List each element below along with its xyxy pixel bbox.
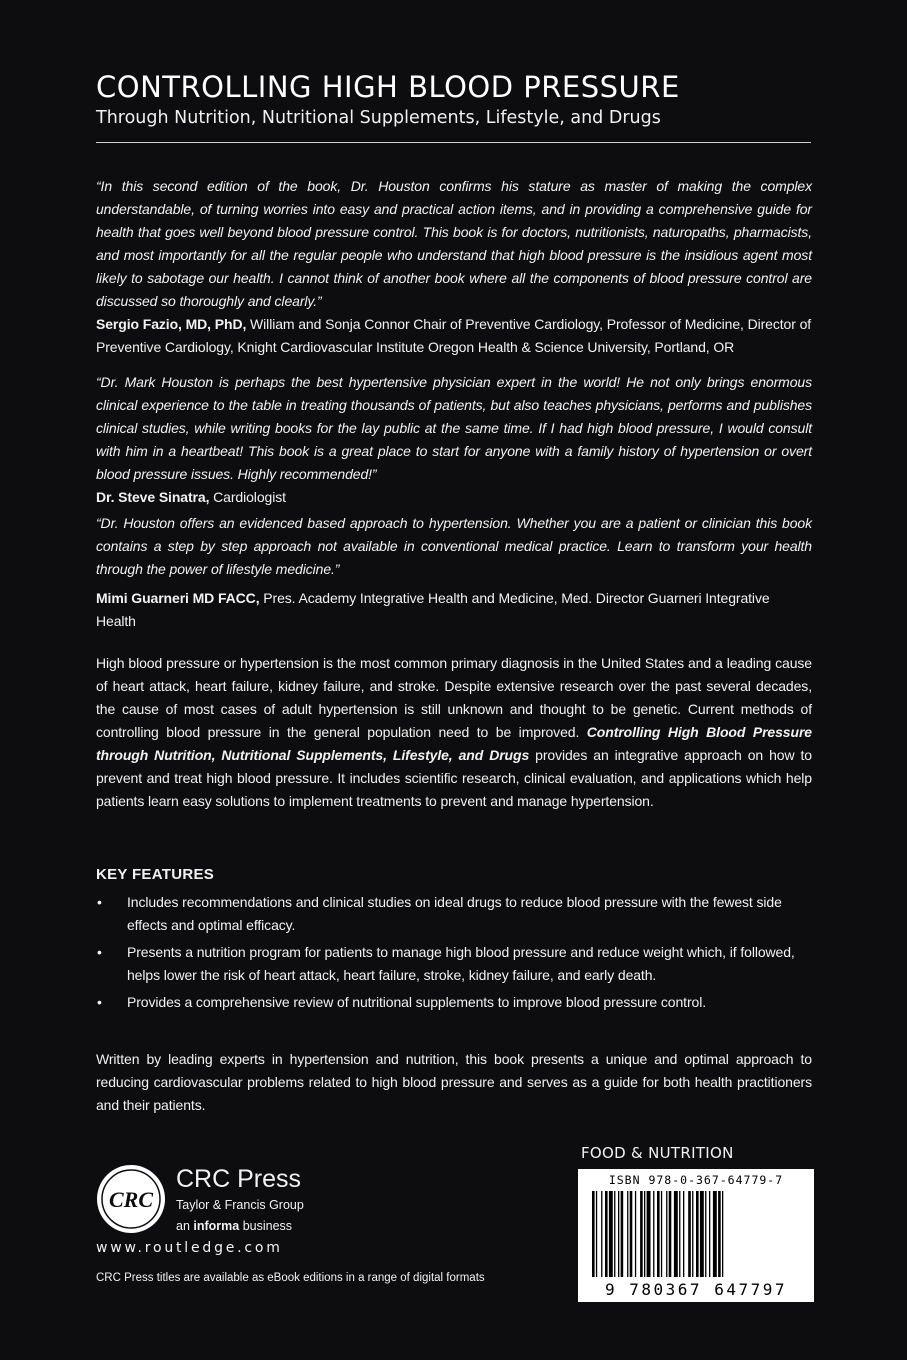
testimonial-attribution [96,587,812,633]
testimonial-attribution [96,313,812,359]
key-features-list [96,891,812,1018]
crc-logo-icon [96,1164,166,1234]
barcode-bar [683,1191,684,1277]
barcode-bar [661,1191,662,1277]
description-text: provides an integrative approach on how to prevent and treat high blood pressure. It includes scientific research, clinical evaluation, and applications which help patients learn easy solutions to implement treatments to prevent and manage hypertension. [96,747,812,809]
ebook-note: CRC Press titles are available as eBook editions in a range of digital formats [96,1272,485,1284]
informa-suffix: business [239,1219,293,1233]
closing-paragraph: Written by leading experts in hypertension and nutrition, this book presents a unique and optimal approach to reducing cardiovascular problems related to high blood pressure and serves as a guide for both health practitioners and their patients. [96,1051,812,1113]
publisher-informa [176,1219,292,1233]
list-item [96,941,812,987]
barcode-bar [618,1191,619,1277]
barcode-bar [688,1191,691,1277]
book-title: CONTROLLING HIGH BLOOD PRESSURE [96,70,680,104]
description-text: High blood pressure or hypertension is the most common primary diagnosis in the United States and a leading cause of heart attack, heart failure, kidney failure, and stroke. Despite extensive research over the past several decades, the cause of most cases of adult hypertension is still unknown and thought to be genetic. Current methods of controlling blood pressure in the general population need to be improved. [96,655,812,740]
key-feature-text: Includes recommendations and clinical studies on ideal drugs to reduce blood pressure with the fewest side effects and optimal efficacy. [127,894,782,933]
bullet-icon: • [97,994,102,1010]
barcode-bars [592,1191,800,1277]
bullet-icon: • [97,894,102,910]
barcode-bar [644,1191,645,1277]
publisher-name: CRC Press [176,1165,302,1193]
barcode-bar [630,1191,633,1277]
testimonial-quote: “In this second edition of the book, Dr. Houston confirms his stature as master of making the complex understandable, of turning worries into easy and practical action items, and in providing a comprehensive guide for health that goes well beyond blood pressure control. This book is for doctors, nutritionists, naturopaths, pharmacists, and most importantly for all the regular people who understand that high blood pressure is the insidious agent most likely to sabotage our health. I cannot think of another book where all the components of blood pressure control are discussed so thoroughly and clearly.” [96,178,812,309]
description-paragraph [96,652,812,813]
informa-prefix: an [176,1219,194,1233]
barcode-bar [692,1191,693,1277]
barcode-bar [718,1191,721,1277]
publisher-website: www.routledge.com [96,1240,283,1256]
barcode-bar [647,1191,651,1277]
crc-logo-text: CRC [108,1187,154,1212]
barcode-bar [601,1191,602,1277]
barcode-bar [635,1191,636,1277]
publisher-group: Taylor & Francis Group [176,1198,304,1212]
testimonial-author-title: Pres. Academy Integrative Health and Medicine, Med. Director Guarneri Integrative Health [96,590,770,629]
testimonial-author: Mimi Guarneri MD FACC, [96,590,260,606]
description-book-title: Controlling High Blood Pressure through Nutrition, Nutritional Supplements, Lifestyle, and Drugs [96,724,812,763]
testimonial-attribution [96,486,812,509]
barcode-bar [609,1191,613,1277]
barcode-bar [605,1191,608,1277]
barcode-bar [627,1191,628,1277]
isbn-label: ISBN 978-0-367-64779-7 [608,1173,784,1187]
testimonial-author: Dr. Steve Sinatra, [96,489,210,505]
barcode-bar [640,1191,643,1277]
isbn-digits: 9 780367 647797 [605,1280,787,1299]
testimonial-quote: “Dr. Houston offers an evidenced based approach to hypertension. Whether you are a patient or clinician this book contains a step by step approach not available in conventional medical practice. Learn to transform your health through the power of lifestyle medicine.” [96,515,812,577]
testimonial-quote: “Dr. Mark Houston is perhaps the best hypertensive physician expert in the world! He not only brings enormous clinical experience to the table in treating thousands of patients, but also teaches physicians, performs and publishes clinical studies, while writing books for the lay public at the same time. If I had high blood pressure, I would consult with him in a heartbeat! This book is a great place to start for anyone with a family history of hypertension or overt blood pressure issues. Highly recommended!” [96,374,812,482]
key-feature-text: Provides a comprehensive review of nutritional supplements to improve blood pressure control. [127,994,706,1010]
category-label: FOOD & NUTRITION [581,1144,734,1162]
closing-statement [96,1048,812,1117]
book-description [96,652,812,813]
barcode-bar [653,1191,654,1277]
barcode-bar [722,1191,723,1277]
list-item [96,991,812,1014]
key-feature-text: Presents a nutrition program for patients to manage high blood pressure and reduce weight which, if followed, helps lower the risk of heart attack, heart failure, stroke, kidney failure, and early death. [127,944,795,983]
barcode-bar [709,1191,710,1277]
barcode-bar [592,1191,595,1277]
barcode-bar [621,1191,624,1277]
testimonial-author-title: William and Sonja Connor Chair of Preventive Cardiology, Professor of Medicine, Director of Preventive Cardiology, Knight Cardiovascular Institute Oregon Health & Science University, Portland, OR [96,316,812,355]
barcode-bar [666,1191,667,1277]
testimonial-author-title: Cardiologist [209,489,286,505]
barcode-bar [705,1191,706,1277]
testimonial-fazio [96,175,812,359]
barcode-bar [614,1191,615,1277]
barcode-bar [596,1191,597,1277]
title-divider [96,142,811,143]
testimonial-guarneri [96,512,812,633]
book-subtitle: Through Nutrition, Nutritional Supplements, Lifestyle, and Drugs [96,108,661,128]
barcode-bar [679,1191,680,1277]
testimonial-sinatra [96,371,812,509]
barcode-bar [657,1191,660,1277]
informa-brand: informa [193,1219,240,1233]
isbn-barcode [578,1169,814,1302]
barcode-bar [674,1191,678,1277]
barcode-bar [700,1191,704,1277]
list-item [96,891,812,937]
barcode-bar [713,1191,717,1277]
bullet-icon: • [97,944,102,960]
barcode-bar [669,1191,672,1277]
key-features-heading: KEY FEATURES [96,866,215,883]
testimonial-author: Sergio Fazio, MD, PhD, [96,316,247,332]
barcode-bar [696,1191,699,1277]
